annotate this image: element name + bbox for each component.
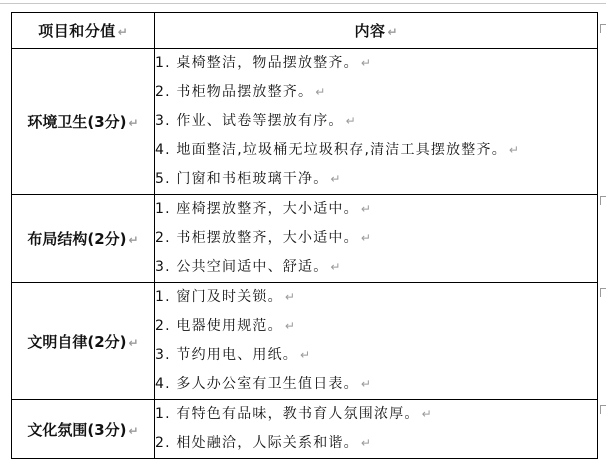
return-mark: ↵: [128, 116, 139, 130]
item-text: 5. 门窗和书柜玻璃干净。: [155, 171, 329, 187]
category-cell-layout: [12, 195, 155, 283]
return-mark: ↵: [360, 436, 371, 450]
content-cell-civility: [155, 283, 598, 400]
list-item: [155, 49, 597, 78]
item-text: 2. 书柜物品摆放整齐。: [155, 84, 314, 100]
item-text: 1. 有特色有品味，教书育人氛围浓厚。: [155, 406, 420, 422]
list-item: [155, 283, 597, 312]
item-text: 3. 公共空间适中、舒适。: [155, 259, 329, 275]
item-text: 2. 书柜摆放整齐，大小适中。: [155, 230, 359, 246]
return-mark: ↵: [387, 25, 398, 39]
evaluation-table: [11, 12, 598, 459]
category-cell-civility: [12, 283, 155, 400]
list-item: [155, 370, 597, 399]
table-row: [12, 400, 598, 459]
return-mark: ↵: [284, 290, 295, 304]
return-mark: ↵: [128, 233, 139, 247]
content-cell-environment: [155, 49, 598, 195]
category-cell-culture: [12, 400, 155, 459]
list-item: [155, 78, 597, 107]
list-item: [155, 224, 597, 253]
item-text: 1. 桌椅整洁，物品摆放整齐。: [155, 55, 359, 71]
item-text: 4. 地面整洁,垃圾桶无垃圾积存,清洁工具摆放整齐。: [155, 142, 507, 158]
content-cell-layout: [155, 195, 598, 283]
return-mark: ↵: [300, 348, 311, 362]
item-text: 3. 作业、试卷等摆放有序。: [155, 113, 344, 129]
list-item: [155, 341, 597, 370]
return-mark: ↵: [128, 423, 139, 438]
item-text: 3. 节约用电、用纸。: [155, 347, 299, 363]
category-label: 文化氛围(3分): [27, 420, 127, 439]
item-text: 4. 多人办公室有卫生值日表。: [155, 376, 359, 392]
content-cell-culture: [155, 400, 598, 459]
return-mark: ↵: [284, 319, 295, 333]
header-category: [12, 13, 155, 49]
return-mark: ↵: [360, 202, 371, 216]
table-row: [12, 195, 598, 283]
return-mark: ↵: [128, 335, 139, 350]
return-mark: ↵: [360, 377, 371, 391]
table-row: [12, 49, 598, 195]
header-content-text: 内容: [354, 22, 386, 40]
list-item: [155, 400, 597, 429]
return-mark: ↵: [508, 143, 519, 157]
return-mark: ↵: [360, 231, 371, 245]
return-mark: ↵: [330, 260, 341, 274]
list-item: [155, 195, 597, 224]
table-header-row: [12, 13, 598, 49]
list-item: [155, 253, 597, 282]
item-text: 2. 电器使用规范。: [155, 318, 283, 334]
return-mark: ↵: [360, 56, 371, 70]
category-cell-environment: [12, 49, 155, 195]
list-item: [155, 165, 597, 194]
list-item: [155, 107, 597, 136]
header-category-text: 项目和分值: [38, 22, 116, 40]
return-mark: ↵: [315, 85, 326, 99]
row-end-marker: [600, 405, 606, 414]
row-end-marker: [600, 24, 606, 33]
category-label: 文明自律(2分): [27, 332, 127, 351]
page-top-border: [0, 3, 606, 4]
row-end-marker: [600, 288, 606, 297]
return-mark: ↵: [345, 114, 356, 128]
list-item: [155, 312, 597, 341]
header-content: [155, 13, 598, 49]
table-row: [12, 283, 598, 400]
list-item: [155, 136, 597, 165]
category-label: 布局结构(2分): [27, 230, 127, 248]
item-text: 1. 窗门及时关锁。: [155, 289, 283, 305]
item-text: 1. 座椅摆放整齐，大小适中。: [155, 201, 359, 217]
return-mark: ↵: [421, 407, 432, 421]
list-item: [155, 429, 597, 458]
row-end-marker: [600, 196, 606, 205]
return-mark: ↵: [117, 25, 128, 39]
item-text: 2. 相处融洽，人际关系和谐。: [155, 435, 359, 451]
return-mark: ↵: [330, 172, 341, 186]
category-label: 环境卫生(3分): [27, 113, 127, 131]
